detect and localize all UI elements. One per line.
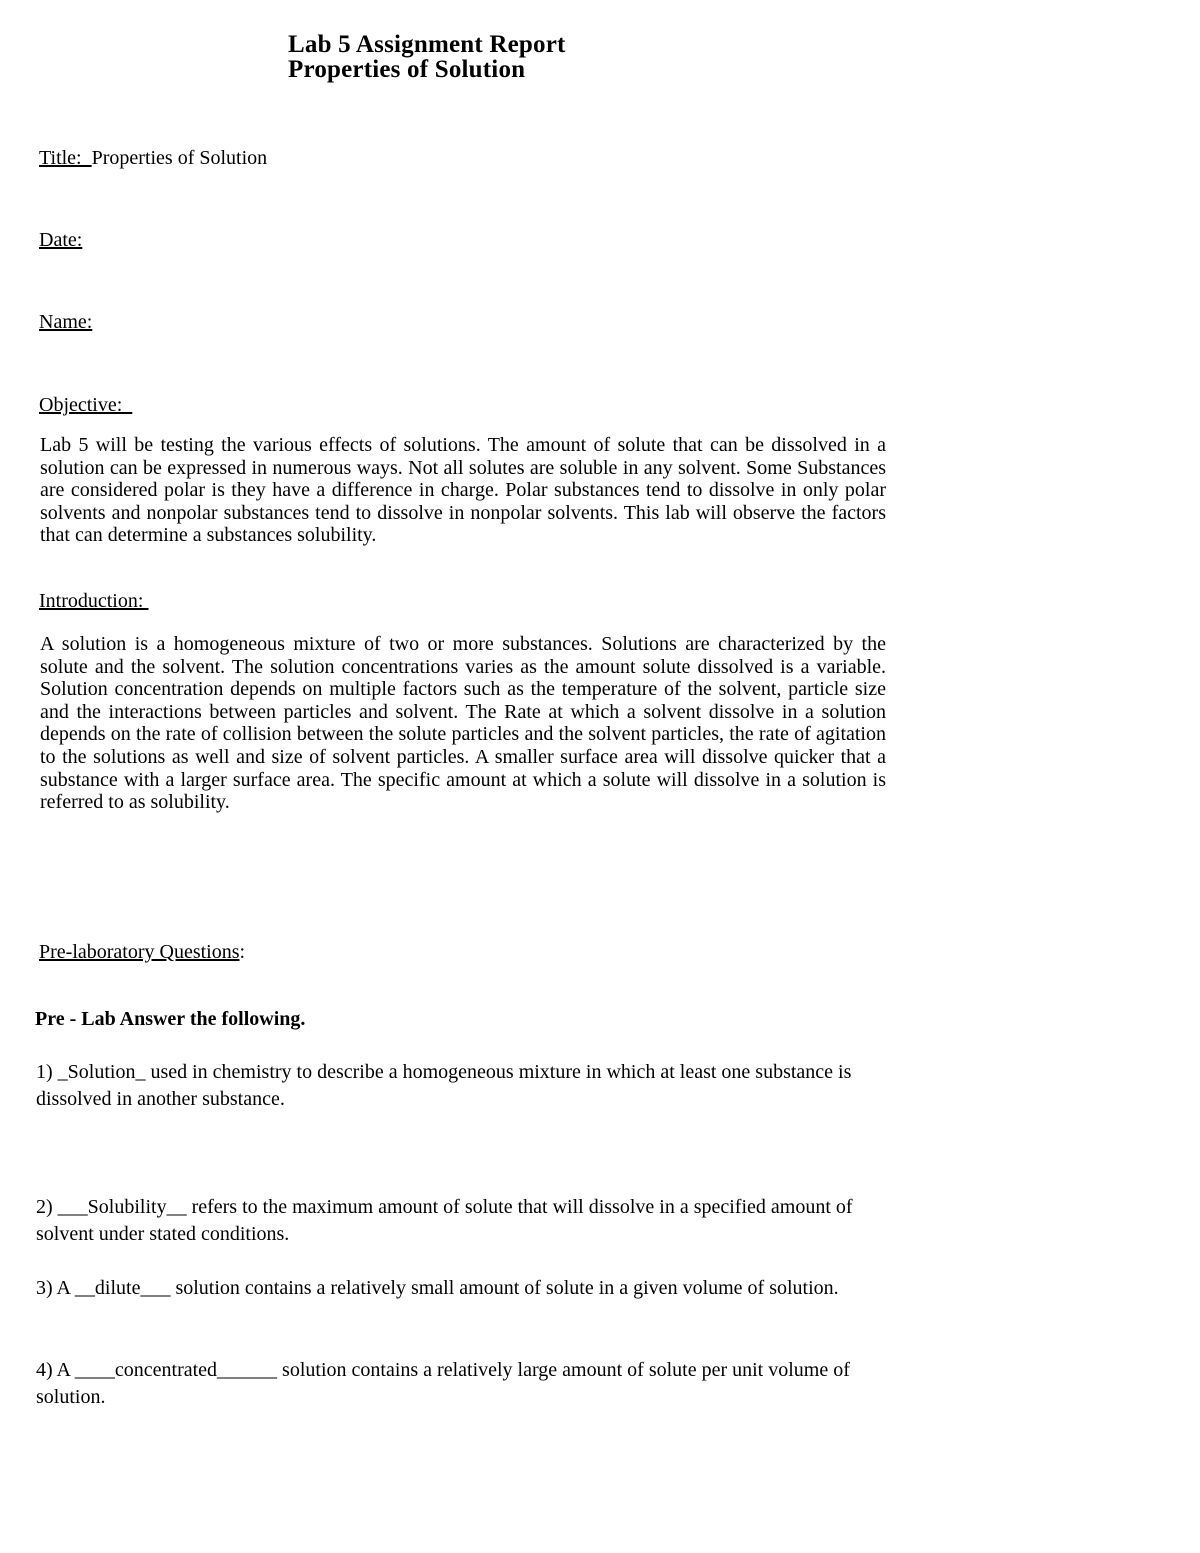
question-2: 2) ___Solubility__ refers to the maximum amount of solute that will dissolve in a specified amount of solvent under stated conditions. (36, 1196, 853, 1245)
name-label: Name: (39, 311, 93, 333)
introduction-heading (39, 589, 148, 613)
question-1: 1) _Solution_ used in chemistry to describe a homogeneous mixture in which at least one substance is dissolved in another substance. (36, 1061, 852, 1110)
introduction-label: Introduction: (39, 590, 149, 612)
title-label: Title: (39, 147, 92, 169)
prelab-heading (39, 940, 245, 964)
introduction-paragraph: A solution is a homogeneous mixture of two or more substances. Solutions are characterized by the solute and the solvent. The solution concentrations varies as the amount solute dissolved is a variable. Solution concentration depends on multiple factors such as the temperature of the solvent, particle size and the interactions between particles and solvent. The Rate at which a solvent dissolve in a solution depends on the rate of collision between the solute particles and the solvent particles, the rate of agitation to the solutions as well and size of solvent particles. A smaller surface area will dissolve quicker that a substance with a larger surface area. The specific amount at which a solute will dissolve in a solution is referred to as solubility. (40, 633, 886, 814)
report-title-block (288, 32, 566, 82)
title-field (39, 146, 267, 170)
name-field (39, 310, 92, 334)
date-field (39, 228, 82, 252)
report-subtitle: Properties of Solution (288, 56, 526, 83)
question-4: 4) A ____concentrated______ solution contains a relatively large amount of solute per unit volume of solution. (36, 1359, 850, 1408)
objective-paragraph: Lab 5 will be testing the various effects of solutions. The amount of solute that can be dissolved in a solution can be expressed in numerous ways. Not all solutes are soluble in any solvent. Some Substances are considered polar is they have a difference in charge. Polar substances tend to dissolve in only polar solvents and nonpolar substances tend to dissolve in nonpolar solvents. This lab will observe the factors that can determine a substances solubility. (40, 434, 886, 547)
prelab-label: Pre-laboratory Questions (39, 941, 240, 963)
objective-label: Objective: (39, 394, 133, 416)
title-value: Properties of Solution (91, 147, 268, 169)
question-3: 3) A __dilute___ solution contains a relatively small amount of solute in a given volume of solution. (36, 1277, 839, 1299)
report-title: Lab 5 Assignment Report (288, 31, 566, 58)
prelab-subheading: Pre - Lab Answer the following. (35, 1008, 306, 1030)
objective-heading (39, 393, 132, 417)
date-label: Date: (39, 229, 83, 251)
prelab-colon: : (239, 941, 246, 963)
